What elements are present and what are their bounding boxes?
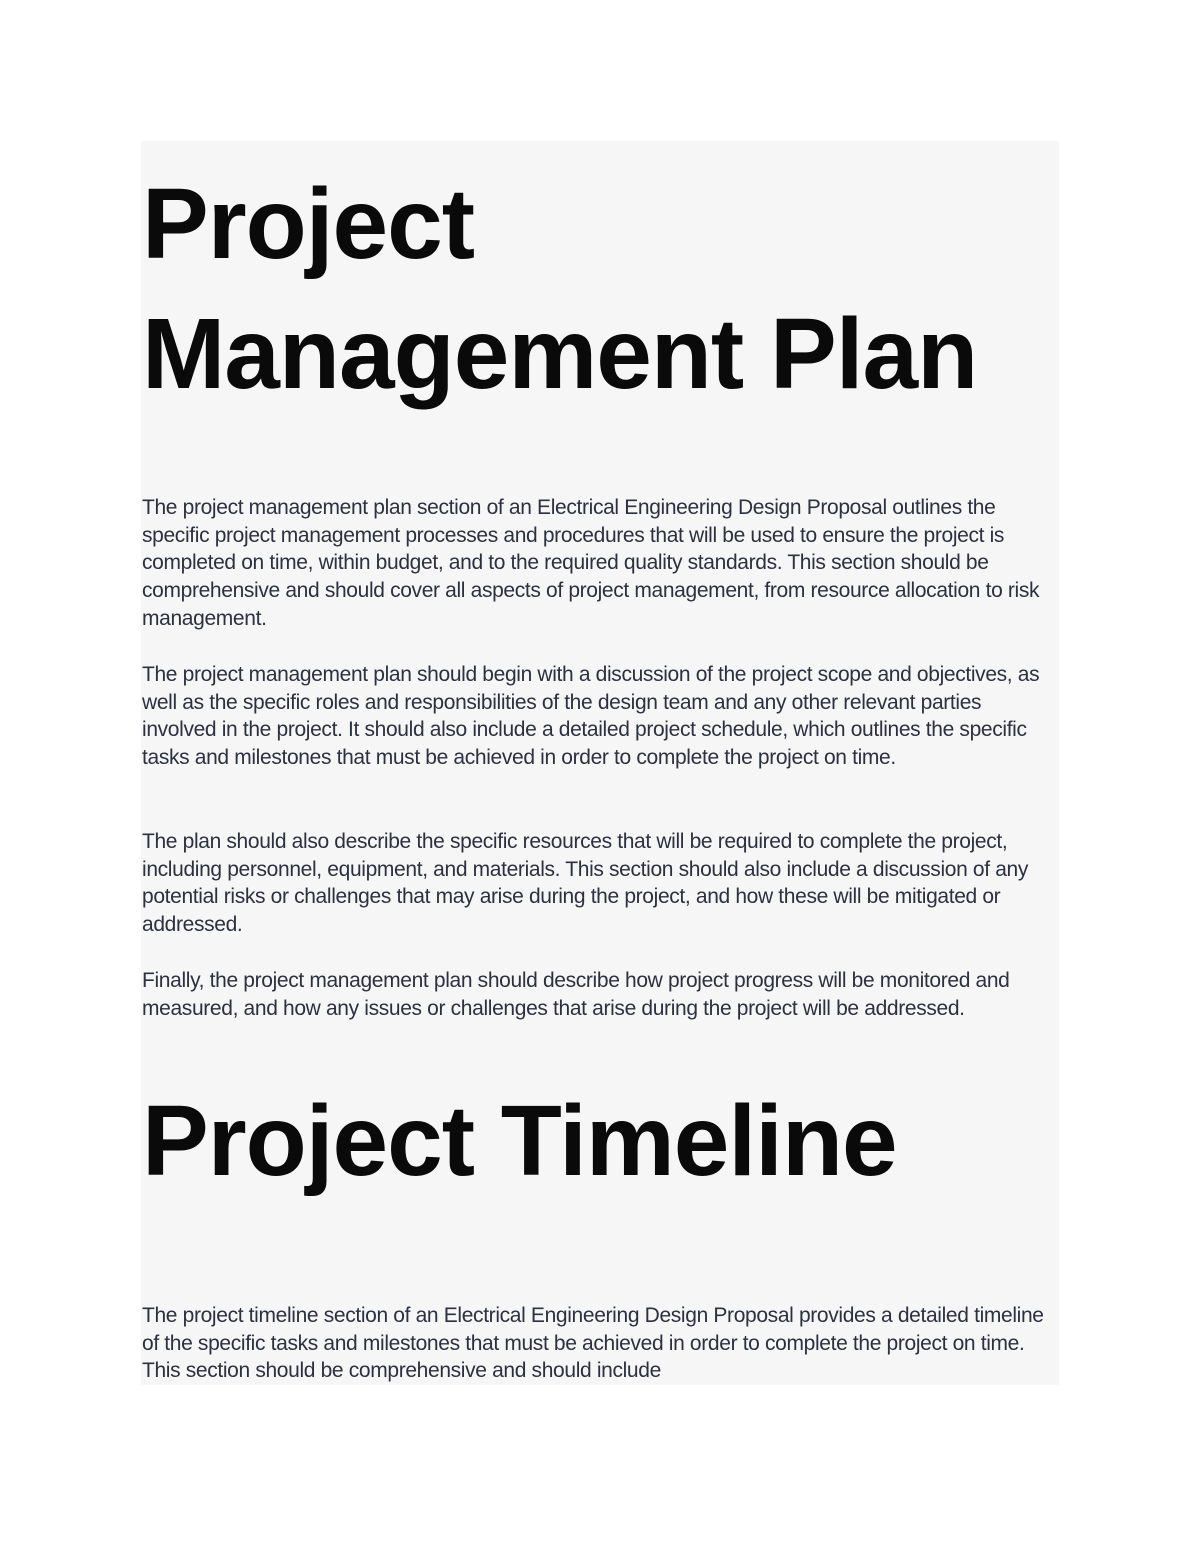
section-title-line-1: Project (142, 168, 475, 280)
section-title-line-2: Management Plan (142, 298, 978, 410)
body-paragraph: The project management plan section of an Electrical Engineering Design Proposal outlines the specific project management processes and procedures that will be used to ensure the project is completed on time, within budget, and to the required quality standards. This section should be comprehensive and should cover all aspects of project management, from resource allocation to risk management. (142, 496, 1040, 630)
body-paragraph: The project management plan should begin with a discussion of the project scope and objectives, as well as the specific roles and responsibilities of the design team and any other relevant parties involved in the project. It should also include a detailed project schedule, which outlines the specific tasks and milestones that must be achieved in order to complete the project on time. (142, 663, 1040, 770)
section-title: Project Timeline (142, 1085, 897, 1197)
body-paragraph: The project timeline section of an Electrical Engineering Design Proposal provides a detailed timeline of the specific tasks and milestones that must be achieved in order to complete the project on time. This section should be comprehensive and should include (142, 1304, 1044, 1383)
body-paragraph: Finally, the project management plan should describe how project progress will be monitored and measured, and how any issues or challenges that arise during the project will be addressed. (142, 969, 1010, 1020)
document-page (141, 141, 1059, 1385)
body-paragraph: The plan should also describe the specific resources that will be required to complete the project, including personnel, equipment, and materials. This section should also include a discussion of any potential risks or challenges that may arise during the project, and how these will be mitigated or addressed. (142, 830, 1029, 937)
